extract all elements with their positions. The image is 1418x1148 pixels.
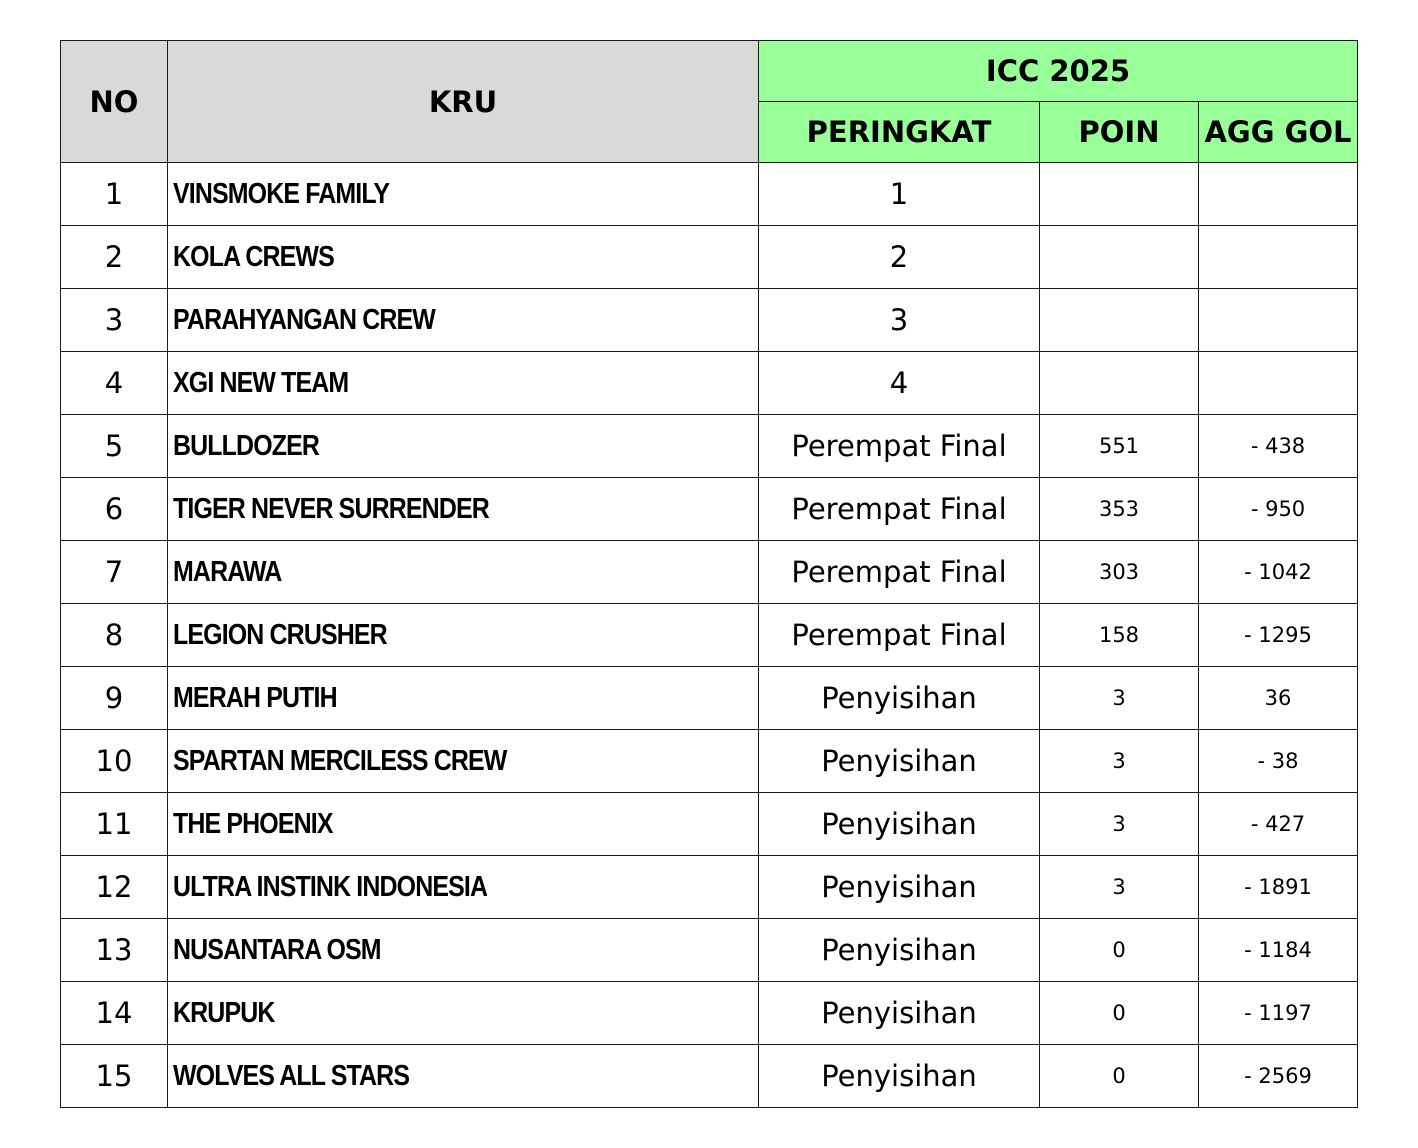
cell-kru [168,793,759,856]
cell-no: 4 [61,352,168,415]
cell-peringkat: 2 [759,226,1040,289]
header-row-top [61,41,1358,102]
table-row [61,415,1358,478]
table-row [61,793,1358,856]
kru-name: NUSANTARA OSM [173,933,381,966]
table-row [61,604,1358,667]
cell-kru [168,730,759,793]
kru-name: MARAWA [173,555,282,588]
cell-no: 14 [61,982,168,1045]
cell-poin: 551 [1040,415,1199,478]
header-kru: KRU [168,41,759,163]
cell-no: 1 [61,163,168,226]
kru-name: VINSMOKE FAMILY [173,177,390,210]
table-row [61,919,1358,982]
header-poin: POIN [1040,102,1199,163]
cell-poin: 3 [1040,856,1199,919]
cell-poin [1040,352,1199,415]
cell-kru [168,415,759,478]
cell-kru [168,919,759,982]
cell-no: 7 [61,541,168,604]
cell-agg-gol [1199,163,1358,226]
kru-name: LEGION CRUSHER [173,618,387,651]
kru-name: WOLVES ALL STARS [173,1059,410,1092]
cell-kru [168,604,759,667]
cell-poin: 303 [1040,541,1199,604]
cell-poin [1040,289,1199,352]
table-row [61,163,1358,226]
cell-peringkat: Penyisihan [759,919,1040,982]
cell-agg-gol: - 1197 [1199,982,1358,1045]
table-row [61,667,1358,730]
kru-name: XGI NEW TEAM [173,366,349,399]
cell-poin: 353 [1040,478,1199,541]
cell-no: 3 [61,289,168,352]
kru-name: PARAHYANGAN CREW [173,303,435,336]
header-peringkat: PERINGKAT [759,102,1040,163]
cell-poin: 3 [1040,667,1199,730]
cell-no: 8 [61,604,168,667]
cell-agg-gol: - 1295 [1199,604,1358,667]
cell-no: 5 [61,415,168,478]
cell-peringkat: Perempat Final [759,541,1040,604]
cell-kru [168,226,759,289]
header-no: NO [61,41,168,163]
kru-name: ULTRA INSTINK INDONESIA [173,870,488,903]
table-row [61,856,1358,919]
cell-agg-gol: 36 [1199,667,1358,730]
cell-poin [1040,163,1199,226]
kru-name: KRUPUK [173,996,275,1029]
table-row [61,289,1358,352]
cell-agg-gol: - 38 [1199,730,1358,793]
cell-agg-gol [1199,226,1358,289]
cell-no: 9 [61,667,168,730]
cell-agg-gol: - 1891 [1199,856,1358,919]
cell-no: 11 [61,793,168,856]
cell-peringkat: 3 [759,289,1040,352]
cell-poin: 3 [1040,793,1199,856]
kru-name: BULLDOZER [173,429,320,462]
cell-kru [168,352,759,415]
kru-name: TIGER NEVER SURRENDER [173,492,489,525]
cell-peringkat: Penyisihan [759,793,1040,856]
cell-agg-gol [1199,352,1358,415]
cell-agg-gol: - 427 [1199,793,1358,856]
cell-peringkat: Penyisihan [759,730,1040,793]
cell-kru [168,667,759,730]
kru-name: THE PHOENIX [173,807,333,840]
cell-agg-gol: - 1184 [1199,919,1358,982]
cell-kru [168,163,759,226]
cell-peringkat: Perempat Final [759,478,1040,541]
cell-poin: 0 [1040,982,1199,1045]
kru-name: MERAH PUTIH [173,681,337,714]
cell-poin: 0 [1040,919,1199,982]
cell-peringkat: Penyisihan [759,667,1040,730]
cell-agg-gol: - 1042 [1199,541,1358,604]
header-agg-gol: AGG GOL [1199,102,1358,163]
cell-kru [168,478,759,541]
kru-name: KOLA CREWS [173,240,334,273]
cell-peringkat: Penyisihan [759,856,1040,919]
cell-peringkat: 4 [759,352,1040,415]
cell-kru [168,856,759,919]
cell-agg-gol: - 950 [1199,478,1358,541]
table-row [61,352,1358,415]
table-row [61,226,1358,289]
cell-no: 6 [61,478,168,541]
table-row [61,982,1358,1045]
kru-name: SPARTAN MERCILESS CREW [173,744,507,777]
cell-kru [168,541,759,604]
cell-kru [168,982,759,1045]
cell-peringkat: Penyisihan [759,982,1040,1045]
standings-table [60,40,1358,1108]
cell-peringkat: Perempat Final [759,604,1040,667]
table-row [61,478,1358,541]
table-body [61,163,1358,1108]
cell-poin: 3 [1040,730,1199,793]
table-row [61,730,1358,793]
cell-agg-gol: - 2569 [1199,1045,1358,1108]
cell-poin: 158 [1040,604,1199,667]
header-icc-2025: ICC 2025 [759,41,1358,102]
cell-agg-gol [1199,289,1358,352]
cell-agg-gol: - 438 [1199,415,1358,478]
cell-poin [1040,226,1199,289]
cell-peringkat: Penyisihan [759,1045,1040,1108]
table-row [61,1045,1358,1108]
cell-peringkat: Perempat Final [759,415,1040,478]
cell-no: 13 [61,919,168,982]
cell-no: 12 [61,856,168,919]
cell-kru [168,1045,759,1108]
table-row [61,541,1358,604]
cell-no: 10 [61,730,168,793]
standings-sheet [60,40,1358,1108]
cell-no: 2 [61,226,168,289]
cell-poin: 0 [1040,1045,1199,1108]
cell-no: 15 [61,1045,168,1108]
cell-peringkat: 1 [759,163,1040,226]
cell-kru [168,289,759,352]
